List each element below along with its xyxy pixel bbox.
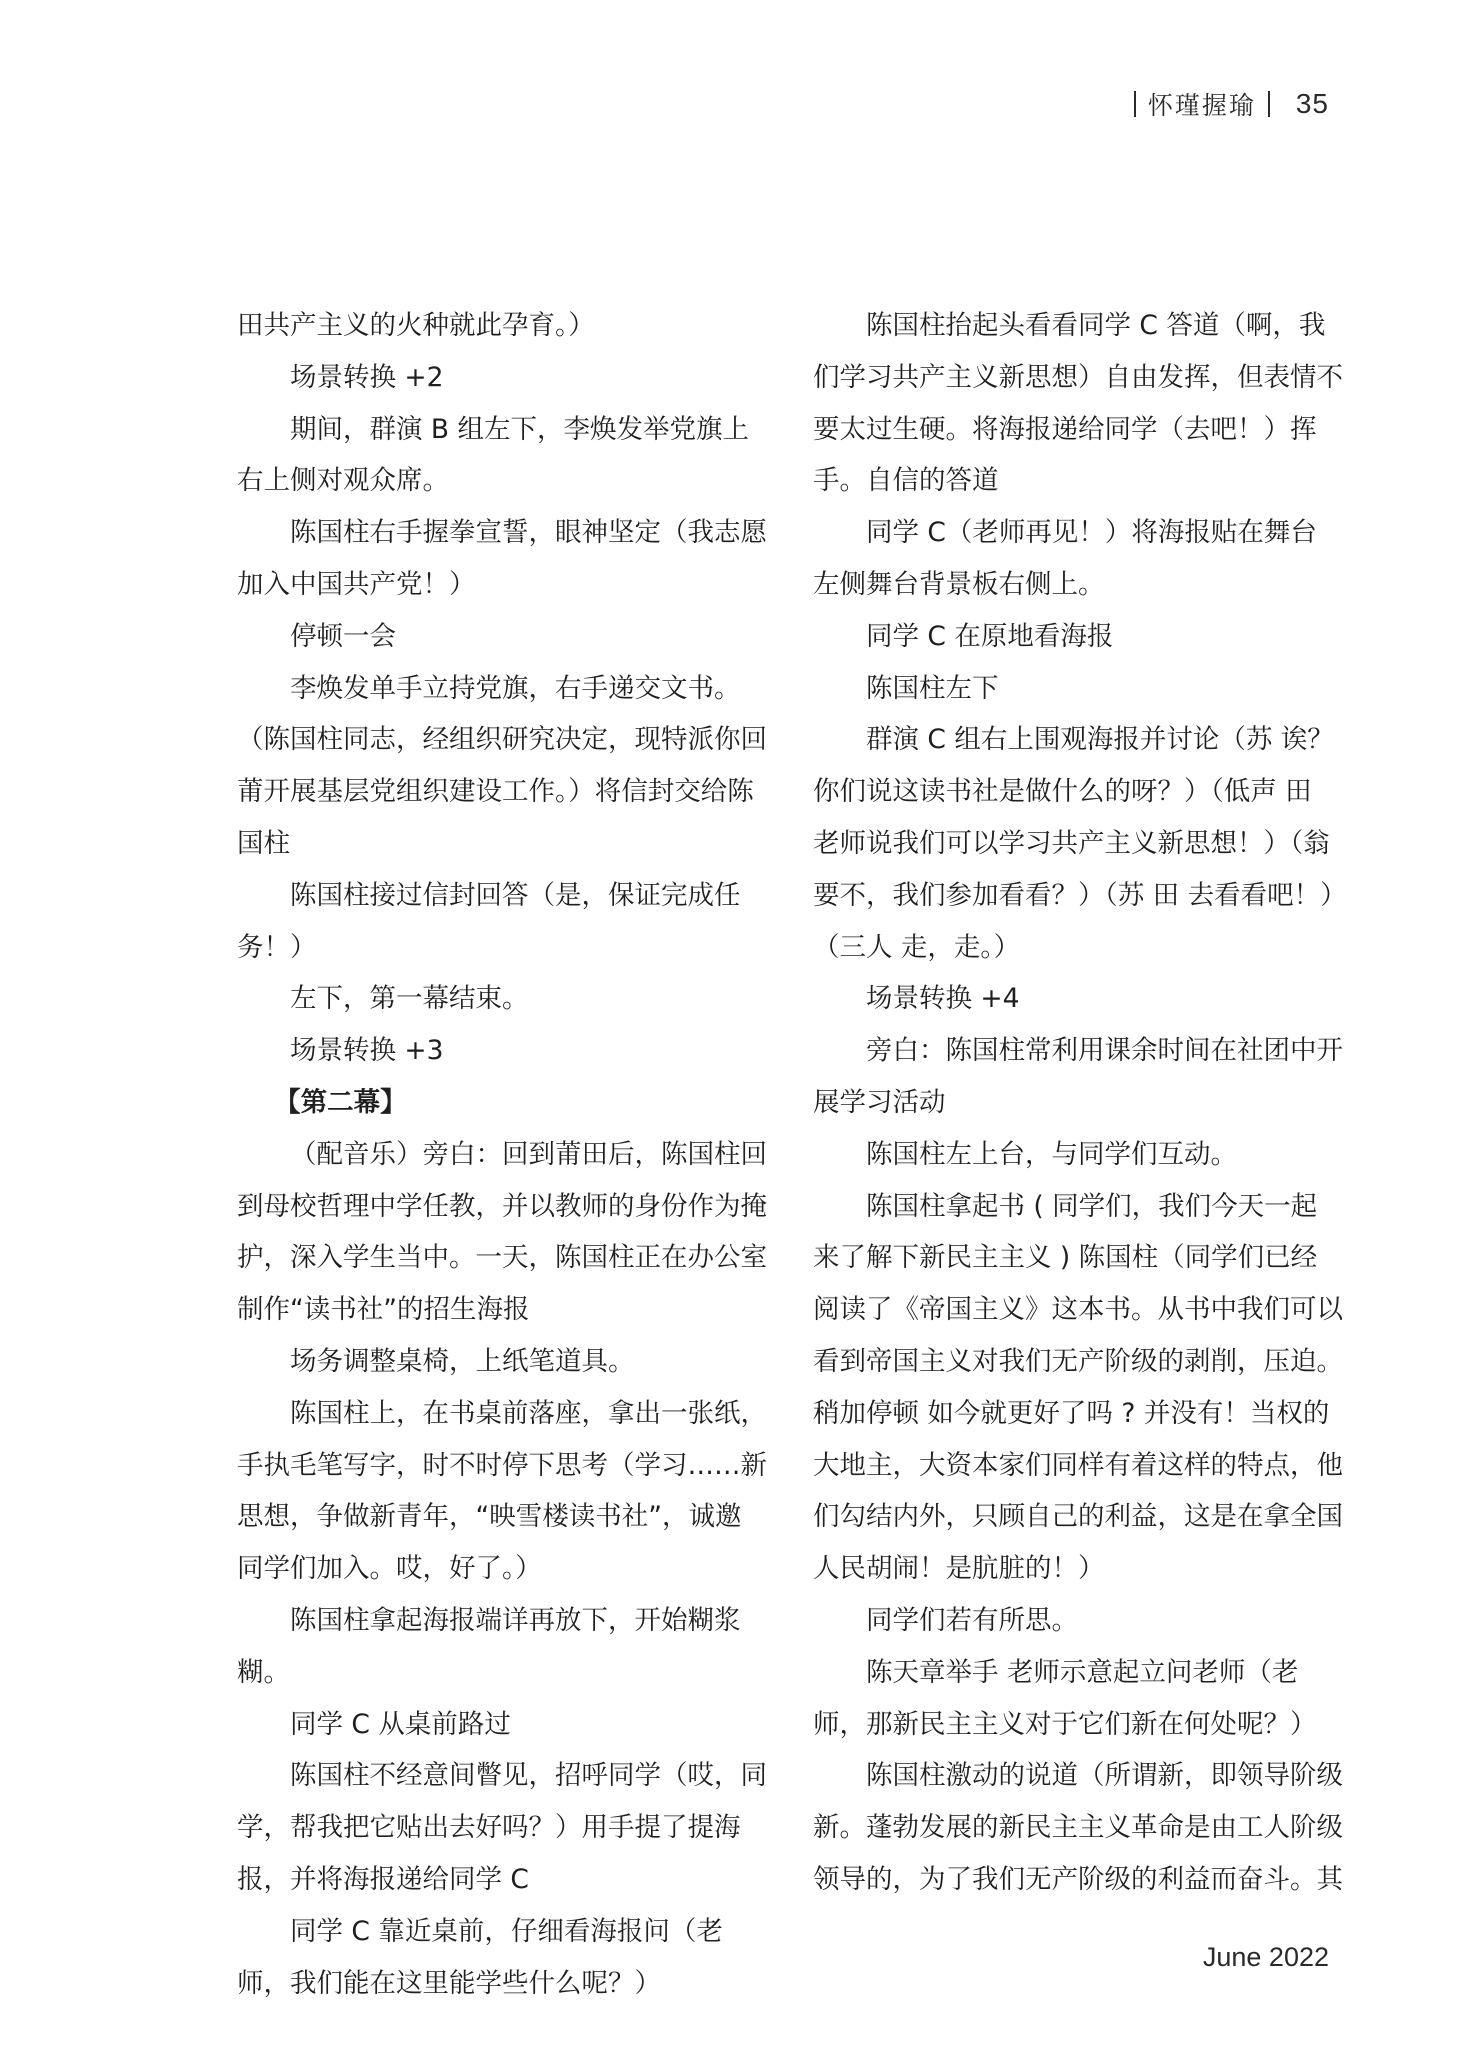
paragraph: 场景转换 +2 [290,361,444,393]
paragraph: 停顿一会 [290,620,396,652]
paragraph: 期间，群演 B 组左下，李焕发举党旗上右上侧对观众席。 [237,413,750,497]
paragraph: 陈国柱抬起头看看同学 C 答道（啊，我们学习共产主义新思想）自由发挥，但表情不要太过生硬。将海报递给同学（去吧！）挥手。自信的答道 [813,310,1343,497]
paragraph: 场景转换 +3 [290,1035,444,1067]
act-heading: 【第二幕】 [274,1086,407,1118]
paragraph: 陈国柱左下 [866,672,999,704]
paragraph: 陈国柱激动的说道（所谓新，即领导阶级新。蓬勃发展的新民主主义革命是由工人阶级领导的，为了我们无产阶级的利益而奋斗。其 [813,1760,1343,1895]
header-divider-left [1134,91,1136,117]
running-header [1134,86,1329,122]
paragraph: 李焕发单手立持党旗，右手递交文书。（陈国柱同志，经组织研究决定，现特派你回莆开展基层党组织建设工作。）将信封交给陈国柱 [237,672,767,859]
paragraph: 旁白：陈国柱常利用课余时间在社团中开展学习活动 [813,1035,1343,1118]
paragraph: 同学 C 在原地看海报 [866,620,1114,652]
paragraph: 陈国柱接过信封回答（是，保证完成任务！） [237,879,741,963]
paragraph: 同学 C 靠近桌前，仔细看海报问（老师，我们能在这里能学些什么呢？） [237,1915,723,1999]
paragraph: 田共产主义的火种就此孕育。） [237,310,595,341]
paragraph: 场景转换 +4 [866,983,1020,1015]
paragraph: 陈国柱拿起海报端详再放下，开始糊浆糊。 [237,1604,741,1688]
header-divider-right [1268,91,1270,117]
paragraph: 陈国柱右手握拳宣誓，眼神坚定（我志愿加入中国共产党！） [237,517,767,600]
paragraph: 陈国柱不经意间瞥见，招呼同学（哎，同学，帮我把它贴出去好吗？）用手提了提海报，并将海报递给同学 C [237,1760,767,1895]
paragraph: 同学们若有所思。 [866,1604,1078,1636]
paragraph: 左下，第一幕结束。 [290,983,529,1015]
paragraph: 陈国柱拿起书 ( 同学们，我们今天一起来了解下新民主主义 ) 陈国柱（同学们已经阅读了《帝国主义》这本书。从书中我们可以看到帝国主义对我们无产阶级的剥削，压迫。稍加停顿 如今就更好了吗 ? 并没有！当权的大地主，大资本家们同样有着这样的特点，他们勾结内外，只顾自己的利益，这是在拿全国人民胡闹！是肮脏的！） [813,1190,1343,1585]
issue-date: June 2022 [1202,1942,1329,1972]
section-title: 怀瑾握瑜 [1147,91,1256,120]
paragraph: 陈天章举手 老师示意起立问老师（老师，那新民主主义对于它们新在何处呢？） [813,1656,1317,1740]
paragraph: 陈国柱上，在书桌前落座，拿出一张纸，手执毛笔写字，时不时停下思考（学习……新思想，争做新青年，“映雪楼读书社”，诚邀同学们加入。哎，好了。） [237,1397,767,1585]
paragraph: 陈国柱左上台，与同学们互动。 [866,1138,1237,1170]
left-column [237,300,767,2009]
page-number: 35 [1295,88,1329,119]
paragraph: 群演 C 组右上围观海报并讨论（苏 诶？你们说这读书社是做什么的呀？）（低声 田 老师说我们可以学习共产主义新思想！）（翁 要不，我们参加看看？）（苏 田 去看看吧！）（三人 走，走。） [813,724,1334,963]
paragraph: 同学 C 从桌前路过 [290,1708,511,1740]
right-column [813,300,1343,1906]
paragraph: 同学 C（老师再见！）将海报贴在舞台左侧舞台背景板右侧上。 [813,517,1317,600]
paragraph: 场务调整桌椅，上纸笔道具。 [290,1345,635,1377]
paragraph: （配音乐）旁白：回到莆田后，陈国柱回到母校哲理中学任教，并以教师的身份作为掩护，深入学生当中。一天，陈国柱正在办公室制作“读书社”的招生海报 [237,1138,767,1326]
